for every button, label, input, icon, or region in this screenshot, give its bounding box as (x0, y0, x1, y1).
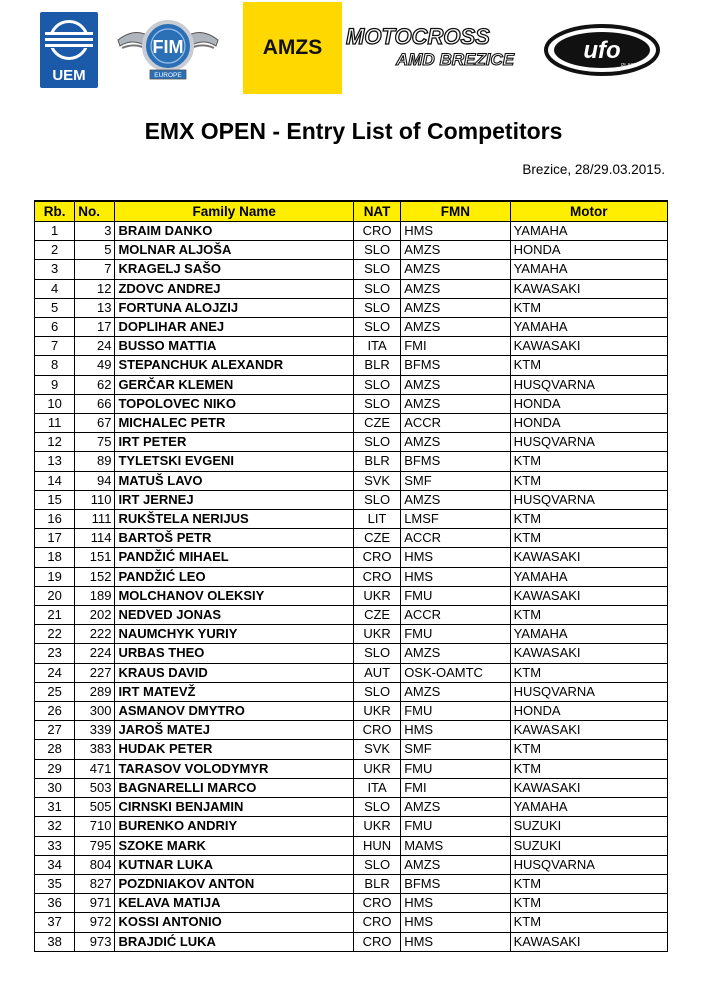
cell-nat: SLO (353, 682, 400, 701)
table-row (35, 356, 668, 375)
table-row (35, 490, 668, 509)
cell-motor: YAMAHA (510, 318, 667, 337)
cell-family-name: KRAUS DAVID (115, 663, 354, 682)
cell-motor: KTM (510, 894, 667, 913)
cell-nat: CRO (353, 548, 400, 567)
cell-nat: CZE (353, 529, 400, 548)
cell-rb: 12 (35, 433, 75, 452)
cell-family-name: KELAVA MATIJA (115, 894, 354, 913)
cell-motor: KAWASAKI (510, 548, 667, 567)
cell-fmn: AMZS (401, 798, 510, 817)
cell-motor: KTM (510, 740, 667, 759)
cell-rb: 26 (35, 702, 75, 721)
cell-nat: SLO (353, 318, 400, 337)
cell-family-name: URBAS THEO (115, 644, 354, 663)
cell-no: 17 (75, 318, 115, 337)
table-row (35, 394, 668, 413)
cell-family-name: BRAJDIĆ LUKA (115, 932, 354, 951)
entry-list-table (34, 200, 668, 952)
cell-no: 224 (75, 644, 115, 663)
cell-nat: LIT (353, 510, 400, 529)
table-row (35, 740, 668, 759)
cell-motor: HUSQVARNA (510, 490, 667, 509)
cell-nat: UKR (353, 625, 400, 644)
cell-family-name: MOLNAR ALJOŠA (115, 241, 354, 260)
cell-fmn: HMS (401, 567, 510, 586)
cell-nat: AUT (353, 663, 400, 682)
cell-no: 94 (75, 471, 115, 490)
cell-family-name: TARASOV VOLODYMYR (115, 759, 354, 778)
cell-fmn: HMS (401, 721, 510, 740)
table-row (35, 721, 668, 740)
cell-no: 114 (75, 529, 115, 548)
table-row (35, 337, 668, 356)
cell-no: 383 (75, 740, 115, 759)
cell-no: 152 (75, 567, 115, 586)
cell-no: 972 (75, 913, 115, 932)
cell-no: 505 (75, 798, 115, 817)
cell-rb: 23 (35, 644, 75, 663)
amzs-logo-text: AMZS (262, 36, 323, 59)
cell-no: 5 (75, 241, 115, 260)
cell-no: 189 (75, 586, 115, 605)
table-row (35, 682, 668, 701)
cell-family-name: POZDNIAKOV ANTON (115, 874, 354, 893)
cell-fmn: FMU (401, 759, 510, 778)
cell-motor: HUSQVARNA (510, 433, 667, 452)
table-row (35, 414, 668, 433)
cell-fmn: FMI (401, 337, 510, 356)
cell-motor: KAWASAKI (510, 778, 667, 797)
cell-nat: SVK (353, 471, 400, 490)
cell-fmn: AMZS (401, 318, 510, 337)
cell-no: 795 (75, 836, 115, 855)
cell-motor: KAWASAKI (510, 586, 667, 605)
cell-rb: 4 (35, 279, 75, 298)
cell-family-name: ZDOVC ANDREJ (115, 279, 354, 298)
table-row (35, 606, 668, 625)
cell-fmn: AMZS (401, 433, 510, 452)
cell-rb: 25 (35, 682, 75, 701)
cell-fmn: ACCR (401, 414, 510, 433)
table-row (35, 375, 668, 394)
cell-rb: 22 (35, 625, 75, 644)
cell-fmn: FMI (401, 778, 510, 797)
cell-rb: 8 (35, 356, 75, 375)
table-header-row (35, 201, 668, 222)
cell-fmn: HMS (401, 894, 510, 913)
cell-family-name: SZOKE MARK (115, 836, 354, 855)
cell-family-name: IRT MATEVŽ (115, 682, 354, 701)
table-row (35, 298, 668, 317)
cell-no: 300 (75, 702, 115, 721)
cell-family-name: KUTNAR LUKA (115, 855, 354, 874)
cell-no: 222 (75, 625, 115, 644)
cell-family-name: STEPANCHUK ALEXANDR (115, 356, 354, 375)
cell-family-name: HUDAK PETER (115, 740, 354, 759)
place-and-date: Brezice, 28/29.03.2015. (522, 162, 665, 177)
cell-motor: KAWASAKI (510, 721, 667, 740)
cell-rb: 32 (35, 817, 75, 836)
uem-logo (40, 12, 98, 88)
table-row (35, 644, 668, 663)
cell-nat: ITA (353, 337, 400, 356)
table-row (35, 702, 668, 721)
cell-motor: KTM (510, 759, 667, 778)
cell-motor: HONDA (510, 702, 667, 721)
cell-rb: 27 (35, 721, 75, 740)
sponsor-logos (0, 0, 707, 100)
table-row (35, 855, 668, 874)
cell-rb: 14 (35, 471, 75, 490)
cell-no: 89 (75, 452, 115, 471)
cell-fmn: OSK-OAMTC (401, 663, 510, 682)
cell-no: 973 (75, 932, 115, 951)
table-row (35, 663, 668, 682)
column-header-fmn: FMN (401, 201, 510, 222)
cell-nat: UKR (353, 817, 400, 836)
table-row (35, 318, 668, 337)
cell-family-name: KOSSI ANTONIO (115, 913, 354, 932)
cell-fmn: AMZS (401, 298, 510, 317)
table-row (35, 452, 668, 471)
cell-no: 971 (75, 894, 115, 913)
cell-fmn: MAMS (401, 836, 510, 855)
cell-motor: KTM (510, 452, 667, 471)
cell-motor: KTM (510, 874, 667, 893)
motocross-logo-line2: AMD BREZICE (396, 50, 515, 69)
cell-no: 710 (75, 817, 115, 836)
cell-rb: 1 (35, 222, 75, 241)
cell-motor: KTM (510, 606, 667, 625)
cell-rb: 16 (35, 510, 75, 529)
cell-motor: YAMAHA (510, 625, 667, 644)
cell-family-name: MOLCHANOV OLEKSIY (115, 586, 354, 605)
table-row (35, 778, 668, 797)
cell-motor: KTM (510, 298, 667, 317)
cell-motor: SUZUKI (510, 836, 667, 855)
cell-nat: CRO (353, 222, 400, 241)
cell-rb: 13 (35, 452, 75, 471)
cell-rb: 33 (35, 836, 75, 855)
cell-no: 75 (75, 433, 115, 452)
amzs-logo (243, 2, 342, 94)
cell-nat: SLO (353, 433, 400, 452)
fim-europe-logo (116, 16, 220, 82)
cell-no: 13 (75, 298, 115, 317)
cell-rb: 2 (35, 241, 75, 260)
cell-no: 471 (75, 759, 115, 778)
cell-nat: HUN (353, 836, 400, 855)
cell-nat: CRO (353, 894, 400, 913)
cell-motor: HONDA (510, 394, 667, 413)
table-row (35, 548, 668, 567)
cell-no: 827 (75, 874, 115, 893)
cell-rb: 19 (35, 567, 75, 586)
page-title: EMX OPEN - Entry List of Competitors (144, 118, 563, 144)
cell-nat: SLO (353, 241, 400, 260)
cell-rb: 20 (35, 586, 75, 605)
cell-family-name: MICHALEC PETR (115, 414, 354, 433)
cell-family-name: MATUŠ LAVO (115, 471, 354, 490)
cell-nat: CRO (353, 932, 400, 951)
table-row (35, 874, 668, 893)
cell-fmn: BFMS (401, 874, 510, 893)
cell-nat: SLO (353, 798, 400, 817)
cell-family-name: FORTUNA ALOJZIJ (115, 298, 354, 317)
cell-motor: KAWASAKI (510, 279, 667, 298)
cell-fmn: FMU (401, 625, 510, 644)
cell-no: 67 (75, 414, 115, 433)
cell-fmn: AMZS (401, 644, 510, 663)
cell-no: 503 (75, 778, 115, 797)
cell-fmn: ACCR (401, 606, 510, 625)
cell-family-name: ASMANOV DMYTRO (115, 702, 354, 721)
cell-motor: KAWASAKI (510, 932, 667, 951)
cell-rb: 17 (35, 529, 75, 548)
cell-nat: CZE (353, 414, 400, 433)
column-header-rb: Rb. (35, 201, 75, 222)
cell-rb: 6 (35, 318, 75, 337)
cell-rb: 7 (35, 337, 75, 356)
table-row (35, 625, 668, 644)
cell-motor: HUSQVARNA (510, 682, 667, 701)
cell-family-name: TOPOLOVEC NIKO (115, 394, 354, 413)
cell-family-name: BUSSO MATTIA (115, 337, 354, 356)
cell-family-name: CIRNSKI BENJAMIN (115, 798, 354, 817)
cell-nat: SVK (353, 740, 400, 759)
cell-fmn: FMU (401, 817, 510, 836)
cell-family-name: PANDŽIĆ MIHAEL (115, 548, 354, 567)
cell-no: 24 (75, 337, 115, 356)
cell-rb: 3 (35, 260, 75, 279)
table-row (35, 913, 668, 932)
cell-fmn: HMS (401, 548, 510, 567)
table-row (35, 932, 668, 951)
cell-fmn: AMZS (401, 241, 510, 260)
cell-motor: KTM (510, 356, 667, 375)
cell-family-name: RUKŠTELA NERIJUS (115, 510, 354, 529)
cell-fmn: AMZS (401, 394, 510, 413)
cell-nat: BLR (353, 874, 400, 893)
cell-nat: SLO (353, 490, 400, 509)
cell-nat: SLO (353, 298, 400, 317)
table-row (35, 798, 668, 817)
cell-rb: 5 (35, 298, 75, 317)
cell-no: 289 (75, 682, 115, 701)
motocross-brezice-logo (346, 24, 534, 76)
ufo-plast-logo (543, 22, 661, 78)
cell-rb: 10 (35, 394, 75, 413)
table-row (35, 586, 668, 605)
cell-no: 62 (75, 375, 115, 394)
cell-no: 66 (75, 394, 115, 413)
cell-fmn: ACCR (401, 529, 510, 548)
cell-family-name: IRT PETER (115, 433, 354, 452)
cell-family-name: GERČAR KLEMEN (115, 375, 354, 394)
cell-fmn: AMZS (401, 682, 510, 701)
table-row (35, 279, 668, 298)
uem-logo-text: UEM (52, 67, 86, 84)
table-row (35, 241, 668, 260)
cell-nat: CRO (353, 721, 400, 740)
motocross-logo-line1: MOTOCROSS (346, 24, 490, 49)
cell-nat: UKR (353, 759, 400, 778)
cell-family-name: BAGNARELLI MARCO (115, 778, 354, 797)
cell-family-name: BARTOŠ PETR (115, 529, 354, 548)
cell-no: 12 (75, 279, 115, 298)
cell-rb: 15 (35, 490, 75, 509)
table-row (35, 529, 668, 548)
cell-nat: ITA (353, 778, 400, 797)
cell-no: 49 (75, 356, 115, 375)
cell-family-name: TYLETSKI EVGENI (115, 452, 354, 471)
table-row (35, 817, 668, 836)
table-row (35, 759, 668, 778)
cell-fmn: AMZS (401, 375, 510, 394)
cell-fmn: HMS (401, 932, 510, 951)
cell-no: 339 (75, 721, 115, 740)
cell-nat: BLR (353, 452, 400, 471)
cell-rb: 18 (35, 548, 75, 567)
table-row (35, 567, 668, 586)
cell-rb: 21 (35, 606, 75, 625)
cell-motor: KTM (510, 913, 667, 932)
cell-family-name: NAUMCHYK YURIY (115, 625, 354, 644)
cell-motor: SUZUKI (510, 817, 667, 836)
cell-family-name: NEDVED JONAS (115, 606, 354, 625)
column-header-motor: Motor (510, 201, 667, 222)
cell-rb: 29 (35, 759, 75, 778)
table-row (35, 260, 668, 279)
cell-rb: 34 (35, 855, 75, 874)
cell-nat: UKR (353, 586, 400, 605)
cell-motor: YAMAHA (510, 567, 667, 586)
cell-fmn: AMZS (401, 279, 510, 298)
cell-nat: SLO (353, 644, 400, 663)
cell-fmn: AMZS (401, 855, 510, 874)
cell-nat: CZE (353, 606, 400, 625)
cell-fmn: BFMS (401, 452, 510, 471)
cell-nat: UKR (353, 702, 400, 721)
table-row (35, 510, 668, 529)
cell-no: 7 (75, 260, 115, 279)
cell-nat: SLO (353, 375, 400, 394)
cell-no: 110 (75, 490, 115, 509)
cell-fmn: LMSF (401, 510, 510, 529)
cell-no: 151 (75, 548, 115, 567)
ufo-logo-text: ufo (583, 37, 621, 64)
table-row (35, 222, 668, 241)
cell-family-name: BURENKO ANDRIY (115, 817, 354, 836)
cell-family-name: IRT JERNEJ (115, 490, 354, 509)
cell-fmn: FMU (401, 586, 510, 605)
cell-rb: 35 (35, 874, 75, 893)
cell-motor: KTM (510, 529, 667, 548)
cell-nat: SLO (353, 279, 400, 298)
cell-no: 111 (75, 510, 115, 529)
cell-fmn: SMF (401, 740, 510, 759)
table-row (35, 471, 668, 490)
cell-motor: KTM (510, 471, 667, 490)
cell-rb: 28 (35, 740, 75, 759)
cell-rb: 38 (35, 932, 75, 951)
column-header-family-name: Family Name (115, 201, 354, 222)
cell-rb: 11 (35, 414, 75, 433)
cell-fmn: FMU (401, 702, 510, 721)
cell-family-name: JAROŠ MATEJ (115, 721, 354, 740)
cell-fmn: AMZS (401, 260, 510, 279)
cell-rb: 31 (35, 798, 75, 817)
table-row (35, 433, 668, 452)
cell-fmn: BFMS (401, 356, 510, 375)
cell-motor: HUSQVARNA (510, 855, 667, 874)
cell-family-name: DOPLIHAR ANEJ (115, 318, 354, 337)
cell-family-name: PANDŽIĆ LEO (115, 567, 354, 586)
cell-motor: YAMAHA (510, 260, 667, 279)
table-row (35, 836, 668, 855)
cell-no: 202 (75, 606, 115, 625)
cell-motor: HONDA (510, 414, 667, 433)
cell-rb: 37 (35, 913, 75, 932)
cell-no: 3 (75, 222, 115, 241)
cell-motor: HONDA (510, 241, 667, 260)
cell-fmn: SMF (401, 471, 510, 490)
cell-nat: SLO (353, 855, 400, 874)
cell-motor: KAWASAKI (510, 337, 667, 356)
cell-family-name: BRAIM DANKO (115, 222, 354, 241)
cell-fmn: HMS (401, 222, 510, 241)
cell-rb: 36 (35, 894, 75, 913)
cell-rb: 9 (35, 375, 75, 394)
cell-no: 227 (75, 663, 115, 682)
fim-logo-text: FIM (152, 37, 184, 57)
table-body (35, 222, 668, 952)
table-row (35, 894, 668, 913)
column-header-no: No. (75, 201, 115, 222)
cell-nat: SLO (353, 394, 400, 413)
cell-motor: YAMAHA (510, 798, 667, 817)
column-header-nat: NAT (353, 201, 400, 222)
cell-motor: KTM (510, 510, 667, 529)
cell-rb: 24 (35, 663, 75, 682)
cell-nat: SLO (353, 260, 400, 279)
cell-nat: BLR (353, 356, 400, 375)
cell-motor: HUSQVARNA (510, 375, 667, 394)
fim-logo-subtext: EUROPE (154, 72, 182, 79)
cell-nat: CRO (353, 913, 400, 932)
cell-no: 804 (75, 855, 115, 874)
cell-motor: YAMAHA (510, 222, 667, 241)
cell-rb: 30 (35, 778, 75, 797)
cell-motor: KTM (510, 663, 667, 682)
cell-fmn: HMS (401, 913, 510, 932)
cell-fmn: AMZS (401, 490, 510, 509)
cell-family-name: KRAGELJ SAŠO (115, 260, 354, 279)
ufo-logo-subtext: PLAST (621, 63, 637, 69)
cell-nat: CRO (353, 567, 400, 586)
cell-motor: KAWASAKI (510, 644, 667, 663)
